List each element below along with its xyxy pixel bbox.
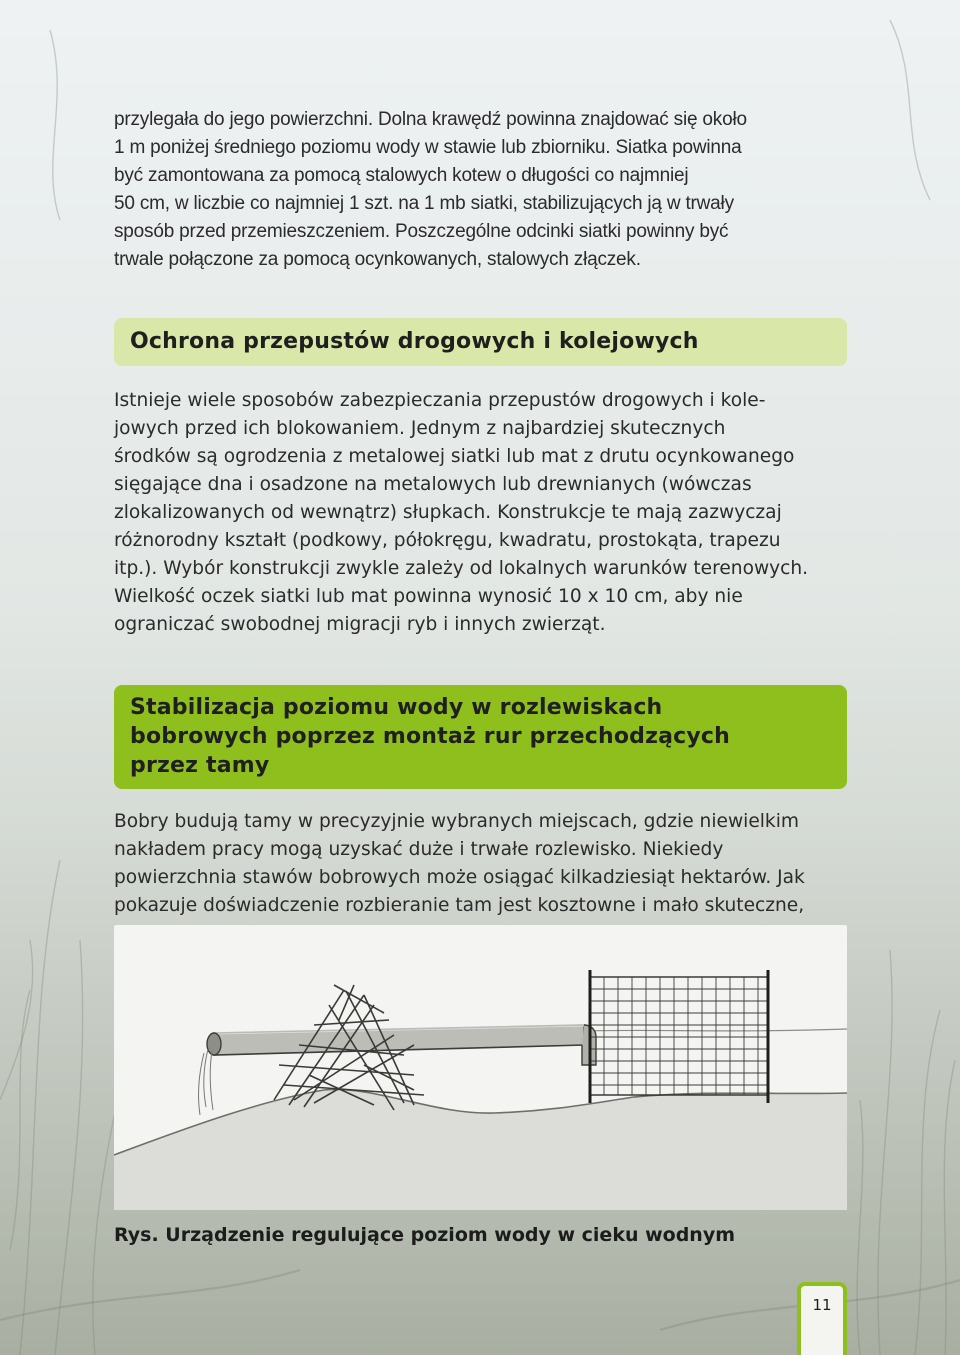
water-outflow-icon (199, 1049, 213, 1115)
figure-caption: Rys. Urządzenie regulujące poziom wody w cieku wodnym (114, 1224, 736, 1246)
text-line: Bobry budują tamy w precyzyjnie wybranych miejscach, gdzie niewielkim (114, 811, 799, 832)
heading-line: bobrowych poprzez montaż rur przechodzących (130, 724, 731, 749)
text-line: sięgające dna i osadzone na metalowych lub drewnianych (wówczas (114, 474, 752, 495)
water-level-paragraph (114, 808, 847, 920)
text-line: ograniczać swobodnej migracji ryb i innych zwierząt. (114, 614, 606, 635)
text-line: jowych przed ich blokowaniem. Jednym z najbardziej skutecznych (114, 418, 726, 439)
text-line: różnorodny kształt (podkowy, półokręgu, kwadratu, prostokąta, trapezu (114, 530, 781, 551)
heading-line: Stabilizacja poziomu wody w rozlewiskach (130, 695, 663, 720)
text-line: 1 m poniżej średniego poziomu wody w stawie lub zbiorniku. Siatka powinna (114, 137, 742, 158)
text-line: Istnieje wiele sposobów zabezpieczania przepustów drogowych i kole- (114, 390, 766, 411)
text-line: powierzchnia stawów bobrowych może osiągać kilkadziesiąt hektarów. Jak (114, 867, 805, 888)
figure-illustration (114, 925, 847, 1210)
section-heading-culverts: Ochrona przepustów drogowych i kolejowych (114, 318, 847, 366)
text-line: pokazuje doświadczenie rozbieranie tam jest kosztowne i mało skuteczne, (114, 895, 805, 916)
text-line: Wielkość oczek siatki lub mat powinna wynosić 10 x 10 cm, aby nie (114, 586, 743, 607)
section-heading-water-level (114, 685, 847, 789)
intro-paragraph (114, 106, 847, 274)
text-line: nakładem pracy mogą uzyskać duże i trwałe rozlewisko. Niekiedy (114, 839, 724, 860)
ground-shape (114, 1089, 847, 1210)
text-line: zlokalizowanych od wewnątrz) słupkach. Konstrukcje te mają zazwyczaj (114, 502, 782, 523)
wire-mesh-fence-icon (590, 970, 768, 1103)
text-line: środków są ogrodzenia z metalowej siatki lub mat z drutu ocynkowanego (114, 446, 795, 467)
text-line: trwale połączone za pomocą ocynkowanych, stalowych złączek. (114, 249, 641, 270)
text-line: być zamontowana za pomocą stalowych kotew o długości co najmniej (114, 165, 689, 186)
text-line: itp.). Wybór konstrukcji zwykle zależy od lokalnych warunków terenowych. (114, 558, 809, 579)
pipe-icon (207, 1025, 596, 1065)
text-line: 50 cm, w liczbie co najmniej 1 szt. na 1 mb siatki, stabilizujących ją w trwały (114, 193, 734, 214)
text-line: przylegała do jego powierzchni. Dolna krawędź powinna znajdować się około (114, 109, 747, 130)
culverts-paragraph (114, 387, 847, 639)
text-line: sposób przed przemieszczeniem. Poszczególne odcinki siatki powinny być (114, 221, 729, 242)
page-number-tab (797, 1282, 847, 1355)
water-surface-line (584, 1029, 847, 1031)
page-number: 11 (812, 1296, 832, 1314)
heading-line: przez tamy (130, 753, 270, 778)
pipe-through-dam-drawing (114, 925, 847, 1210)
